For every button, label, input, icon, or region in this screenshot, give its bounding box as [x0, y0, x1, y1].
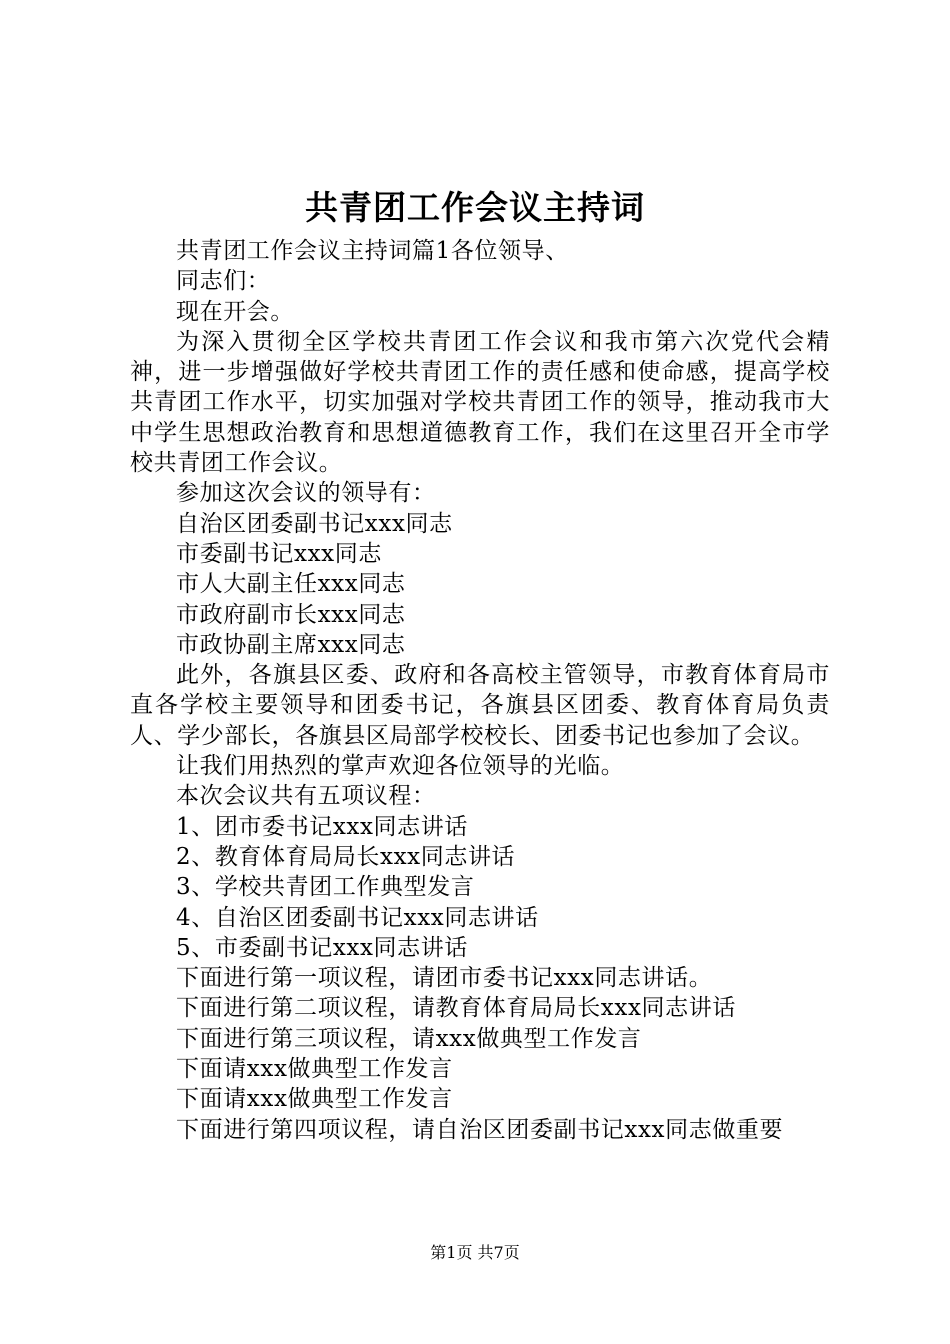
paragraph: 让我们用热烈的掌声欢迎各位领导的光临。 — [176, 753, 625, 780]
paragraph: 下面进行第一项议程，请团市委书记xxx同志讲话。 — [176, 965, 713, 992]
paragraph: 下面进行第四项议程，请自治区团委副书记xxx同志做重要 — [176, 1116, 784, 1143]
paragraph: 市政府副市长xxx同志 — [176, 601, 406, 628]
paragraph: 为深入贯彻全区学校共青团工作会议和我市第六次党代会精神，进一步增强做好学校共青团工作的责任感和使命感，提高学校共青团工作水平，切实加强对学校共青团工作的领导，推动我市大中学生思想政治教育和思想道德教育工作，我们在这里召开全市学校共青团工作会议。 — [130, 328, 830, 477]
paragraph: 本次会议共有五项议程： — [176, 783, 436, 810]
agenda-item: 5、市委副书记xxx同志讲话 — [176, 934, 468, 961]
paragraph: 自治区团委副书记xxx同志 — [176, 510, 453, 537]
paragraph: 下面进行第三项议程，请xxx做典型工作发言 — [176, 1025, 642, 1052]
agenda-item: 4、自治区团委副书记xxx同志讲话 — [176, 904, 539, 931]
agenda-item: 3、学校共青团工作典型发言 — [176, 874, 475, 901]
agenda-item: 2、教育体育局局长xxx同志讲话 — [176, 843, 516, 870]
paragraph: 下面请xxx做典型工作发言 — [176, 1056, 453, 1083]
page-title: 共青团工作会议主持词 — [305, 188, 645, 227]
document-body — [130, 236, 830, 1145]
paragraph: 市人大副主任xxx同志 — [176, 571, 406, 598]
paragraph: 此外，各旗县区委、政府和各高校主管领导，市教育体育局市直各学校主要领导和团委书记，各旗县区团委、教育体育局负责人、学少部长，各旗县区局部学校校长、团委书记也参加了会议。 — [130, 662, 830, 749]
paragraph: 参加这次会议的领导有： — [176, 480, 436, 507]
agenda-item: 1、团市委书记xxx同志讲话 — [176, 813, 468, 840]
paragraph: 同志们： — [176, 268, 271, 295]
paragraph: 共青团工作会议主持词篇1各位领导、 — [176, 238, 569, 264]
paragraph: 下面进行第二项议程，请教育体育局局长xxx同志讲话 — [176, 995, 736, 1022]
paragraph: 现在开会。 — [176, 298, 294, 325]
paragraph: 市委副书记xxx同志 — [176, 540, 382, 567]
page-number-footer: 第1页 共7页 — [430, 1243, 520, 1262]
paragraph: 市政协副主席xxx同志 — [176, 631, 406, 658]
paragraph: 下面请xxx做典型工作发言 — [176, 1086, 453, 1113]
